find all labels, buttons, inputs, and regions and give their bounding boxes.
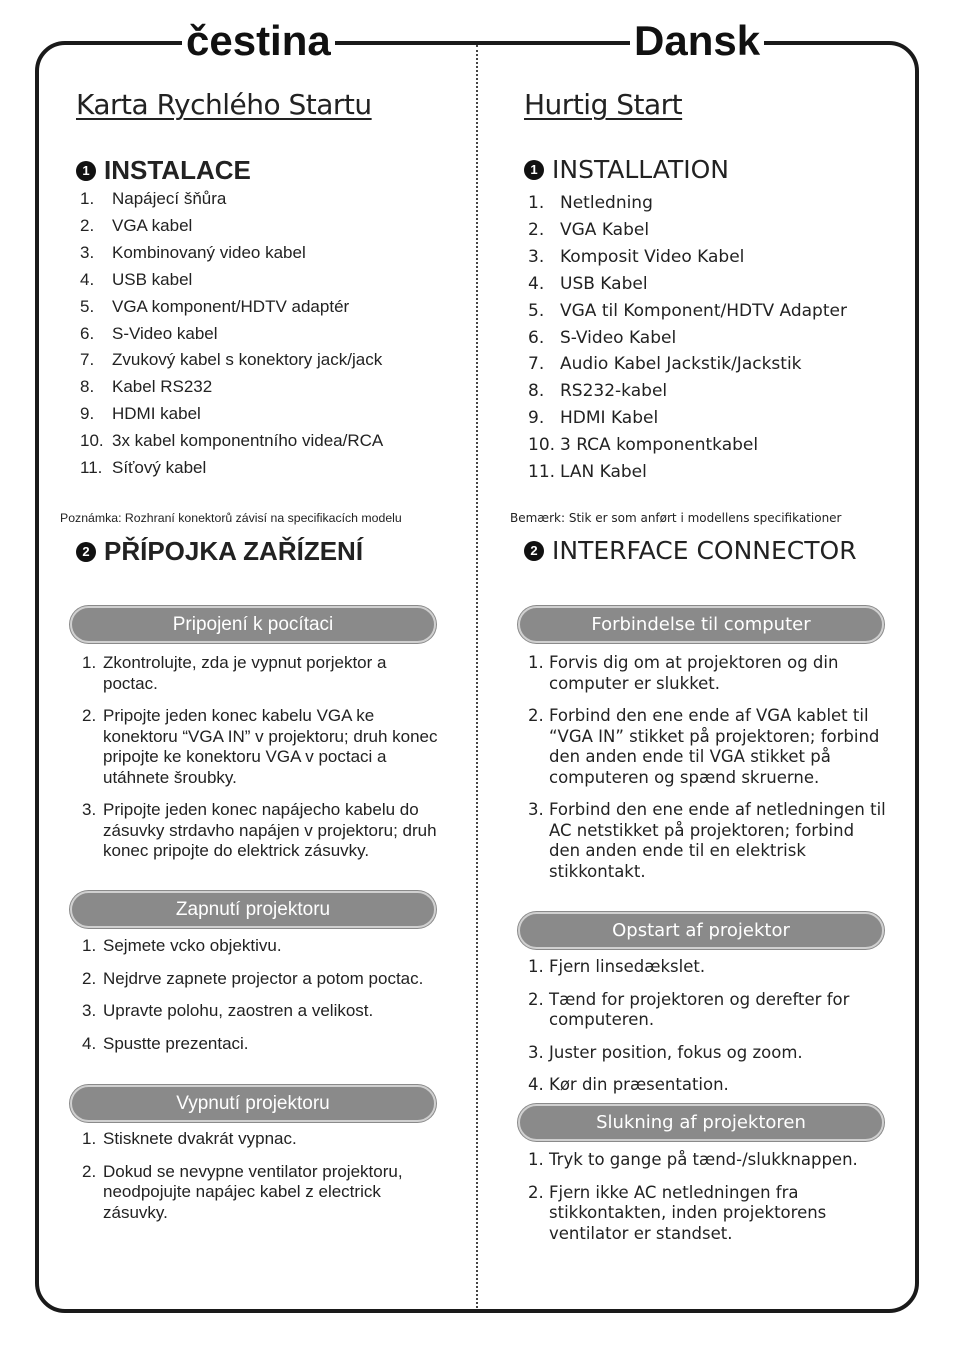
cable-list [528, 190, 847, 486]
interface-heading [76, 536, 363, 567]
number-one-icon: 1 [524, 160, 544, 180]
list-item: 7. Audio Kabel Jackstik/Jackstik [528, 354, 802, 375]
list-item: 4. USB Kabel [528, 273, 648, 294]
language-title-danish: Dansk [630, 16, 764, 66]
list-item: 10. 3 RCA komponentkabel [528, 435, 759, 456]
list-item: 2. VGA kabel [80, 215, 193, 235]
list-item: 1. Napájecí šňůra [80, 189, 227, 208]
cable-list [80, 186, 383, 482]
list-item: 2. Forbind den ene ende af VGA kablet til “VGA IN” stikket på projektoren; forbind den anden ende til VGA stikket på computeren og spænd skruerne. [528, 706, 880, 787]
section-label: INTERFACE CONNECTOR [552, 536, 857, 565]
section-label: INSTALACE [104, 155, 251, 185]
list-item: 7. Zvukový kabel s konektory jack/jack [80, 350, 383, 370]
power-on-steps [528, 957, 888, 1108]
list-item: 2. Nejdrve zapnete projector a potom poctac. [82, 968, 424, 988]
connect-computer-banner: Forbindelse til computer [518, 606, 884, 643]
list-item: 3. Juster position, fokus og zoom. [528, 1042, 803, 1062]
power-on-steps [82, 936, 442, 1066]
list-item: 4. USB kabel [80, 269, 193, 289]
list-item: 3. Pripojte jeden konec napájecho kabelu do zásuvky strdavho napájen v projektoru; druh konec pripojte do elektrick zásuvky. [82, 800, 437, 860]
list-item: 1. Netledning [528, 193, 653, 213]
list-item: 6. S-Video Kabel [528, 327, 677, 348]
list-item: 1. Sejmete vcko objektivu. [82, 936, 282, 955]
list-item: 3. Upravte polohu, zaostren a velikost. [82, 1001, 374, 1020]
list-item: 1. Zkontrolujte, zda je vypnut porjektor a poctac. [82, 653, 387, 693]
language-title-czech: čestina [182, 16, 335, 66]
column-divider [476, 45, 478, 1308]
connect-steps [528, 653, 888, 894]
list-item: 5. VGA til Komponent/HDTV Adapter [528, 300, 847, 321]
list-item: 11. LAN Kabel [528, 462, 647, 483]
list-item: 9. HDMI kabel [80, 404, 201, 424]
power-on-banner: Zapnutí projektoru [70, 891, 436, 928]
list-item: 2. Tænd for projektoren og derefter for computeren. [528, 989, 850, 1029]
list-item: 2. Pripojte jeden konec kabelu VGA ke konektoru “VGA IN” v projektoru; druh konec pripojte ke konektoru VGA v poctaci a utáhnete šroubky. [82, 706, 438, 787]
list-item: 1. Stisknete dvakrát vypnac. [82, 1129, 297, 1148]
quick-start-title: Karta Rychlého Startu [76, 88, 372, 121]
power-off-steps [528, 1150, 888, 1256]
list-item: 6. S-Video kabel [80, 323, 218, 343]
list-item: 4. Spustte prezentaci. [82, 1033, 249, 1053]
list-item: 2. Fjern ikke AC netledningen fra stikkontakten, inden projektorens ventilator er standset. [528, 1182, 827, 1243]
power-off-banner: Vypnutí projektoru [70, 1085, 436, 1122]
list-item: 2. VGA Kabel [528, 219, 650, 240]
list-item: 8. RS232-kabel [528, 381, 668, 402]
list-item: 9. HDMI Kabel [528, 408, 659, 429]
list-item: 3. Forbind den ene ende af netledningen til AC netstikket på projektoren; forbind den anden ende til en elektrisk stikkontakt. [528, 800, 886, 881]
list-item: 10. 3x kabel komponentního videa/RCA [80, 431, 384, 451]
connect-computer-banner: Pripojení k pocítaci [70, 606, 436, 643]
connector-note: Poznámka: Rozhraní konektorů závisí na specifikacích modelu [60, 511, 402, 525]
list-item: 8. Kabel RS232 [80, 377, 213, 397]
section-label: INSTALLATION [552, 155, 729, 184]
list-item: 1. Fjern linsedækslet. [528, 957, 706, 976]
number-two-icon: 2 [76, 542, 96, 562]
power-off-steps [82, 1129, 442, 1235]
section-label: PŘÍPOJKA ZAŘÍZENÍ [104, 536, 364, 566]
list-item: 2. Dokud se nevypne ventilator projektoru, neodpojujte napájec kabel z electrick zásuvky. [82, 1161, 403, 1222]
connector-note: Bemærk: Stik er som anført i modellens specifikationer [510, 511, 842, 525]
list-item: 5. VGA komponent/HDTV adaptér [80, 296, 350, 316]
list-item: 4. Kør din præsentation. [528, 1075, 729, 1094]
interface-heading [524, 536, 857, 565]
number-one-icon: 1 [76, 161, 96, 181]
list-item: 1. Forvis dig om at projektoren og din computer er slukket. [528, 653, 839, 693]
power-on-banner: Opstart af projektor [518, 912, 884, 949]
installation-heading [76, 155, 251, 186]
number-two-icon: 2 [524, 541, 544, 561]
danish-column [508, 0, 888, 1354]
czech-column [60, 0, 460, 1354]
quick-start-title: Hurtig Start [524, 88, 683, 121]
list-item: 3. Komposit Video Kabel [528, 246, 745, 267]
list-item: 3. Kombinovaný video kabel [80, 242, 306, 262]
installation-heading [524, 155, 729, 184]
list-item: 1. Tryk to gange på tænd-/slukknappen. [528, 1150, 858, 1169]
power-off-banner: Slukning af projektoren [518, 1104, 884, 1141]
connect-steps [82, 653, 442, 874]
list-item: 11. Síťový kabel [80, 458, 207, 478]
